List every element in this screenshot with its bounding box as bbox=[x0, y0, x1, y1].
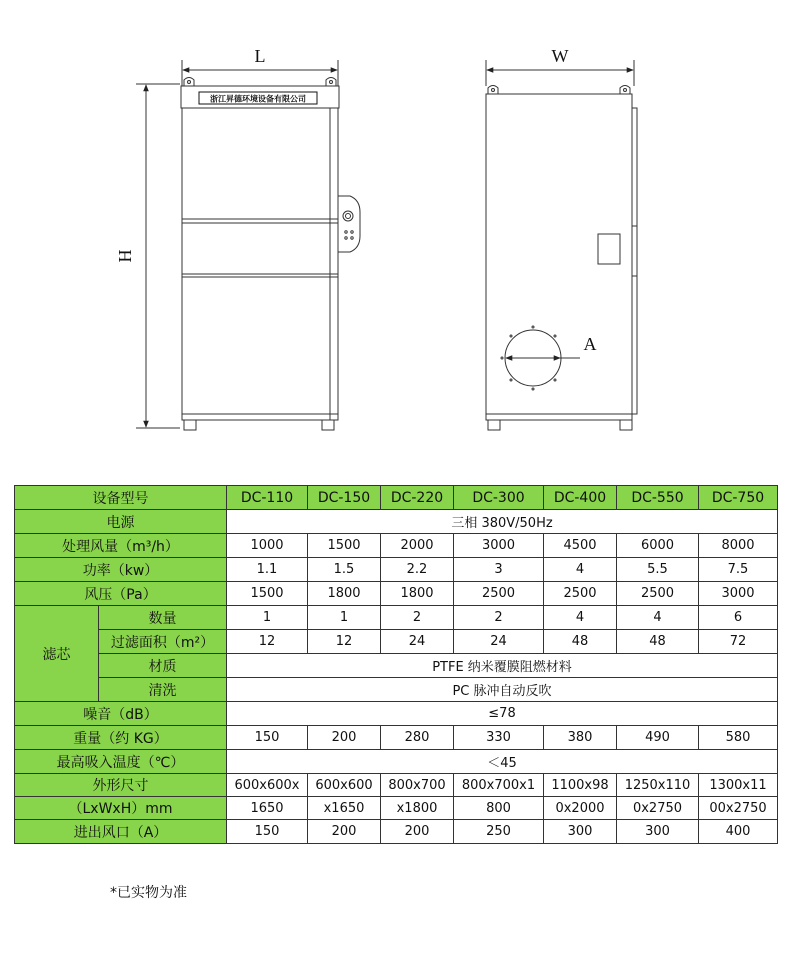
value-cell: 4 bbox=[544, 558, 617, 582]
value-cell: 490 bbox=[617, 726, 699, 750]
value-cell: 5.5 bbox=[617, 558, 699, 582]
footnote: *已实物为准 bbox=[110, 885, 187, 901]
value-cell: 1.1 bbox=[227, 558, 308, 582]
value-cell: 4 bbox=[544, 606, 617, 630]
value-cell: 300 bbox=[544, 820, 617, 844]
value-cell: 580 bbox=[699, 726, 778, 750]
value-cell: 150 bbox=[227, 820, 308, 844]
dim-height-label: H bbox=[115, 249, 135, 263]
value-cell: 400 bbox=[699, 820, 778, 844]
value-cell: 300 bbox=[617, 820, 699, 844]
value-cell: 600x600 bbox=[308, 774, 381, 797]
row-label: 清洗 bbox=[99, 678, 227, 702]
inlet-row bbox=[15, 820, 778, 844]
model-cell: DC-400 bbox=[544, 486, 617, 510]
value-cell: 800 bbox=[454, 797, 544, 820]
value-cell: 2 bbox=[381, 606, 454, 630]
value-cell: 250 bbox=[454, 820, 544, 844]
dimensions-row-1 bbox=[15, 774, 778, 797]
filter-area-row bbox=[15, 630, 778, 654]
value-cell: 1250x110 bbox=[617, 774, 699, 797]
model-cell: DC-150 bbox=[308, 486, 381, 510]
side-view bbox=[486, 60, 637, 430]
value-cell: 2.2 bbox=[381, 558, 454, 582]
row-label: 过滤面积（m²） bbox=[99, 630, 227, 654]
model-label: 设备型号 bbox=[15, 486, 227, 510]
value-cell: 3000 bbox=[454, 534, 544, 558]
row-label: 功率（kw） bbox=[15, 558, 227, 582]
filter-material-row bbox=[15, 654, 778, 678]
value-cell: 1 bbox=[308, 606, 381, 630]
value-cell: 1.5 bbox=[308, 558, 381, 582]
row-label: （LxWxH）mm bbox=[15, 797, 227, 820]
value-cell: 330 bbox=[454, 726, 544, 750]
value-cell: x1800 bbox=[381, 797, 454, 820]
front-view bbox=[136, 60, 360, 430]
filter-group-label: 滤芯 bbox=[15, 606, 99, 702]
value-cell: 6 bbox=[699, 606, 778, 630]
value-cell: 2500 bbox=[617, 582, 699, 606]
value-cell: 150 bbox=[227, 726, 308, 750]
value-cell: 24 bbox=[381, 630, 454, 654]
model-cell: DC-300 bbox=[454, 486, 544, 510]
dim-inlet-label: A bbox=[583, 334, 597, 354]
value-cell: 7.5 bbox=[699, 558, 778, 582]
value-cell: 200 bbox=[381, 820, 454, 844]
value-cell: 4 bbox=[617, 606, 699, 630]
row-label: 处理风量（m³/h） bbox=[15, 534, 227, 558]
value-cell: 12 bbox=[227, 630, 308, 654]
row-label: 进出风口（A） bbox=[15, 820, 227, 844]
value-cell: 380 bbox=[544, 726, 617, 750]
value-cell: 2500 bbox=[544, 582, 617, 606]
value-cell: ＜45 bbox=[227, 750, 778, 774]
value-cell: 三相 380V/50Hz bbox=[227, 510, 778, 534]
value-cell: 1000 bbox=[227, 534, 308, 558]
value-cell: 200 bbox=[308, 726, 381, 750]
value-cell: 280 bbox=[381, 726, 454, 750]
value-cell: 800x700x1 bbox=[454, 774, 544, 797]
filter-quantity-row bbox=[15, 606, 778, 630]
noise-row bbox=[15, 702, 778, 726]
value-cell: x1650 bbox=[308, 797, 381, 820]
pressure-row bbox=[15, 582, 778, 606]
value-cell: 1100x98 bbox=[544, 774, 617, 797]
value-cell: 600x600x bbox=[227, 774, 308, 797]
value-cell: 1800 bbox=[381, 582, 454, 606]
weight-row bbox=[15, 726, 778, 750]
model-cell: DC-550 bbox=[617, 486, 699, 510]
value-cell: 24 bbox=[454, 630, 544, 654]
value-cell: 3000 bbox=[699, 582, 778, 606]
power-supply-row bbox=[15, 510, 778, 534]
nameplate-text: 浙江昇德环境设备有限公司 bbox=[210, 94, 306, 104]
airflow-row bbox=[15, 534, 778, 558]
row-label: 材质 bbox=[99, 654, 227, 678]
value-cell: PTFE 纳米覆膜阻燃材料 bbox=[227, 654, 778, 678]
row-label: 外形尺寸 bbox=[15, 774, 227, 797]
power-row bbox=[15, 558, 778, 582]
value-cell: PC 脉冲自动反吹 bbox=[227, 678, 778, 702]
value-cell: 2000 bbox=[381, 534, 454, 558]
value-cell: 1300x11 bbox=[699, 774, 778, 797]
value-cell: 1 bbox=[227, 606, 308, 630]
header-row bbox=[15, 486, 778, 510]
model-cell: DC-110 bbox=[227, 486, 308, 510]
value-cell: 0x2750 bbox=[617, 797, 699, 820]
equipment-drawing bbox=[0, 0, 790, 470]
value-cell: ≤78 bbox=[227, 702, 778, 726]
row-label: 噪音（dB） bbox=[15, 702, 227, 726]
dimensions-row-2 bbox=[15, 797, 778, 820]
dim-width-label: W bbox=[551, 46, 569, 66]
model-cell: DC-220 bbox=[381, 486, 454, 510]
value-cell: 8000 bbox=[699, 534, 778, 558]
value-cell: 72 bbox=[699, 630, 778, 654]
value-cell: 4500 bbox=[544, 534, 617, 558]
value-cell: 48 bbox=[544, 630, 617, 654]
spec-table bbox=[14, 485, 778, 844]
model-cell: DC-750 bbox=[699, 486, 778, 510]
value-cell: 1500 bbox=[308, 534, 381, 558]
value-cell: 0x2000 bbox=[544, 797, 617, 820]
value-cell: 2500 bbox=[454, 582, 544, 606]
value-cell: 3 bbox=[454, 558, 544, 582]
value-cell: 12 bbox=[308, 630, 381, 654]
row-label: 最高吸入温度（℃） bbox=[15, 750, 227, 774]
value-cell: 48 bbox=[617, 630, 699, 654]
value-cell: 6000 bbox=[617, 534, 699, 558]
value-cell: 1500 bbox=[227, 582, 308, 606]
value-cell: 200 bbox=[308, 820, 381, 844]
value-cell: 2 bbox=[454, 606, 544, 630]
value-cell: 800x700 bbox=[381, 774, 454, 797]
value-cell: 00x2750 bbox=[699, 797, 778, 820]
row-label: 重量（约 KG） bbox=[15, 726, 227, 750]
row-label: 电源 bbox=[15, 510, 227, 534]
row-label: 风压（Pa） bbox=[15, 582, 227, 606]
dim-length-label: L bbox=[254, 46, 266, 66]
value-cell: 1650 bbox=[227, 797, 308, 820]
value-cell: 1800 bbox=[308, 582, 381, 606]
filter-cleaning-row bbox=[15, 678, 778, 702]
row-label: 数量 bbox=[99, 606, 227, 630]
max-temp-row bbox=[15, 750, 778, 774]
